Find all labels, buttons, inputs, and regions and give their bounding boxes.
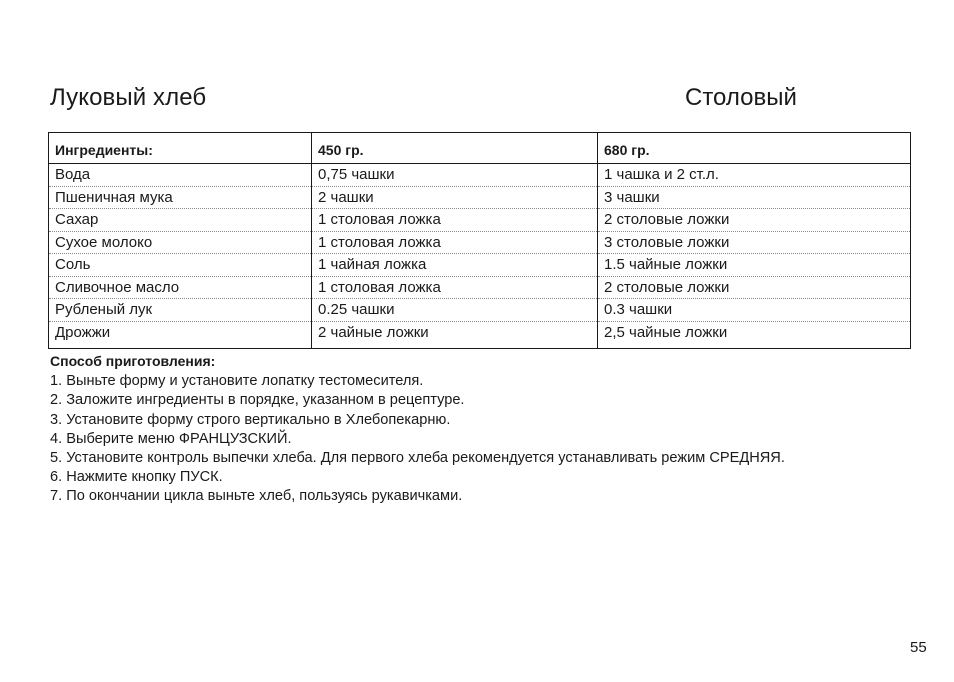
method-steps-list — [50, 372, 785, 506]
method-step: 5. Установите контроль выпечки хлеба. Для первого хлеба рекомендуется устанавливать режим СРЕДНЯЯ. — [50, 450, 785, 467]
method-step: 3. Установите форму строго вертикально в Хлебопекарню. — [50, 411, 451, 428]
amount-450g: 0,75 чашки — [312, 164, 598, 187]
method-step: 4. Выберите меню ФРАНЦУЗСКИЙ. — [50, 430, 292, 447]
amount-450g: 2 чашки — [312, 186, 598, 209]
table-row — [49, 254, 911, 277]
amount-680g: 3 чашки — [598, 186, 911, 209]
amount-450g: 1 столовая ложка — [312, 276, 598, 299]
table-row — [49, 231, 911, 254]
table-row — [49, 276, 911, 299]
amount-680g: 2 столовые ложки — [598, 276, 911, 299]
amount-680g: 2 столовые ложки — [598, 209, 911, 232]
column-header-ingredients: Ингредиенты: — [49, 133, 312, 164]
table-row — [49, 209, 911, 232]
recipe-title: Луковый хлеб — [50, 84, 207, 111]
amount-680g: 3 столовые ложки — [598, 231, 911, 254]
ingredient-name: Сливочное масло — [49, 276, 312, 299]
ingredient-name: Рубленый лук — [49, 299, 312, 322]
method-step: 1. Выньте форму и установите лопатку тестомесителя. — [50, 373, 424, 390]
method-heading: Способ приготовления: — [50, 353, 216, 369]
table-header-row — [49, 133, 911, 164]
bread-type-title: Столовый — [685, 84, 797, 111]
amount-680g: 0.3 чашки — [598, 299, 911, 322]
ingredient-name: Пшеничная мука — [49, 186, 312, 209]
ingredient-name: Сахар — [49, 209, 312, 232]
preparation-method — [50, 352, 785, 507]
ingredient-name: Сухое молоко — [49, 231, 312, 254]
method-step: 7. По окончании цикла выньте хлеб, пользуясь рукавичками. — [50, 488, 463, 505]
amount-680g: 2,5 чайные ложки — [604, 323, 728, 341]
amount-450g: 2 чайные ложки — [312, 321, 598, 348]
amount-450g: 1 чайная ложка — [312, 254, 598, 277]
amount-680g: 1.5 чайные ложки — [598, 254, 911, 277]
method-step: 6. Нажмите кнопку ПУСК. — [50, 469, 223, 486]
table-row — [49, 299, 911, 322]
amount-450g: 1 столовая ложка — [312, 209, 598, 232]
amount-450g: 1 столовая ложка — [312, 231, 598, 254]
ingredient-name: Вода — [49, 164, 312, 187]
ingredients-table — [48, 132, 911, 349]
table-row — [49, 164, 911, 187]
table-row — [49, 186, 911, 209]
column-header-450g: 450 гр. — [312, 133, 598, 164]
column-header-680g: 680 гр. — [598, 133, 911, 164]
ingredient-name: Соль — [49, 254, 312, 277]
page-number: 55 — [910, 639, 927, 656]
method-step: 2. Заложите ингредиенты в порядке, указанном в рецептуре. — [50, 392, 465, 409]
amount-680g: 1 чашка и 2 ст.л. — [598, 164, 911, 187]
ingredient-name: Дрожжи — [49, 321, 312, 348]
amount-450g: 0.25 чашки — [312, 299, 598, 322]
table-row — [49, 321, 911, 348]
